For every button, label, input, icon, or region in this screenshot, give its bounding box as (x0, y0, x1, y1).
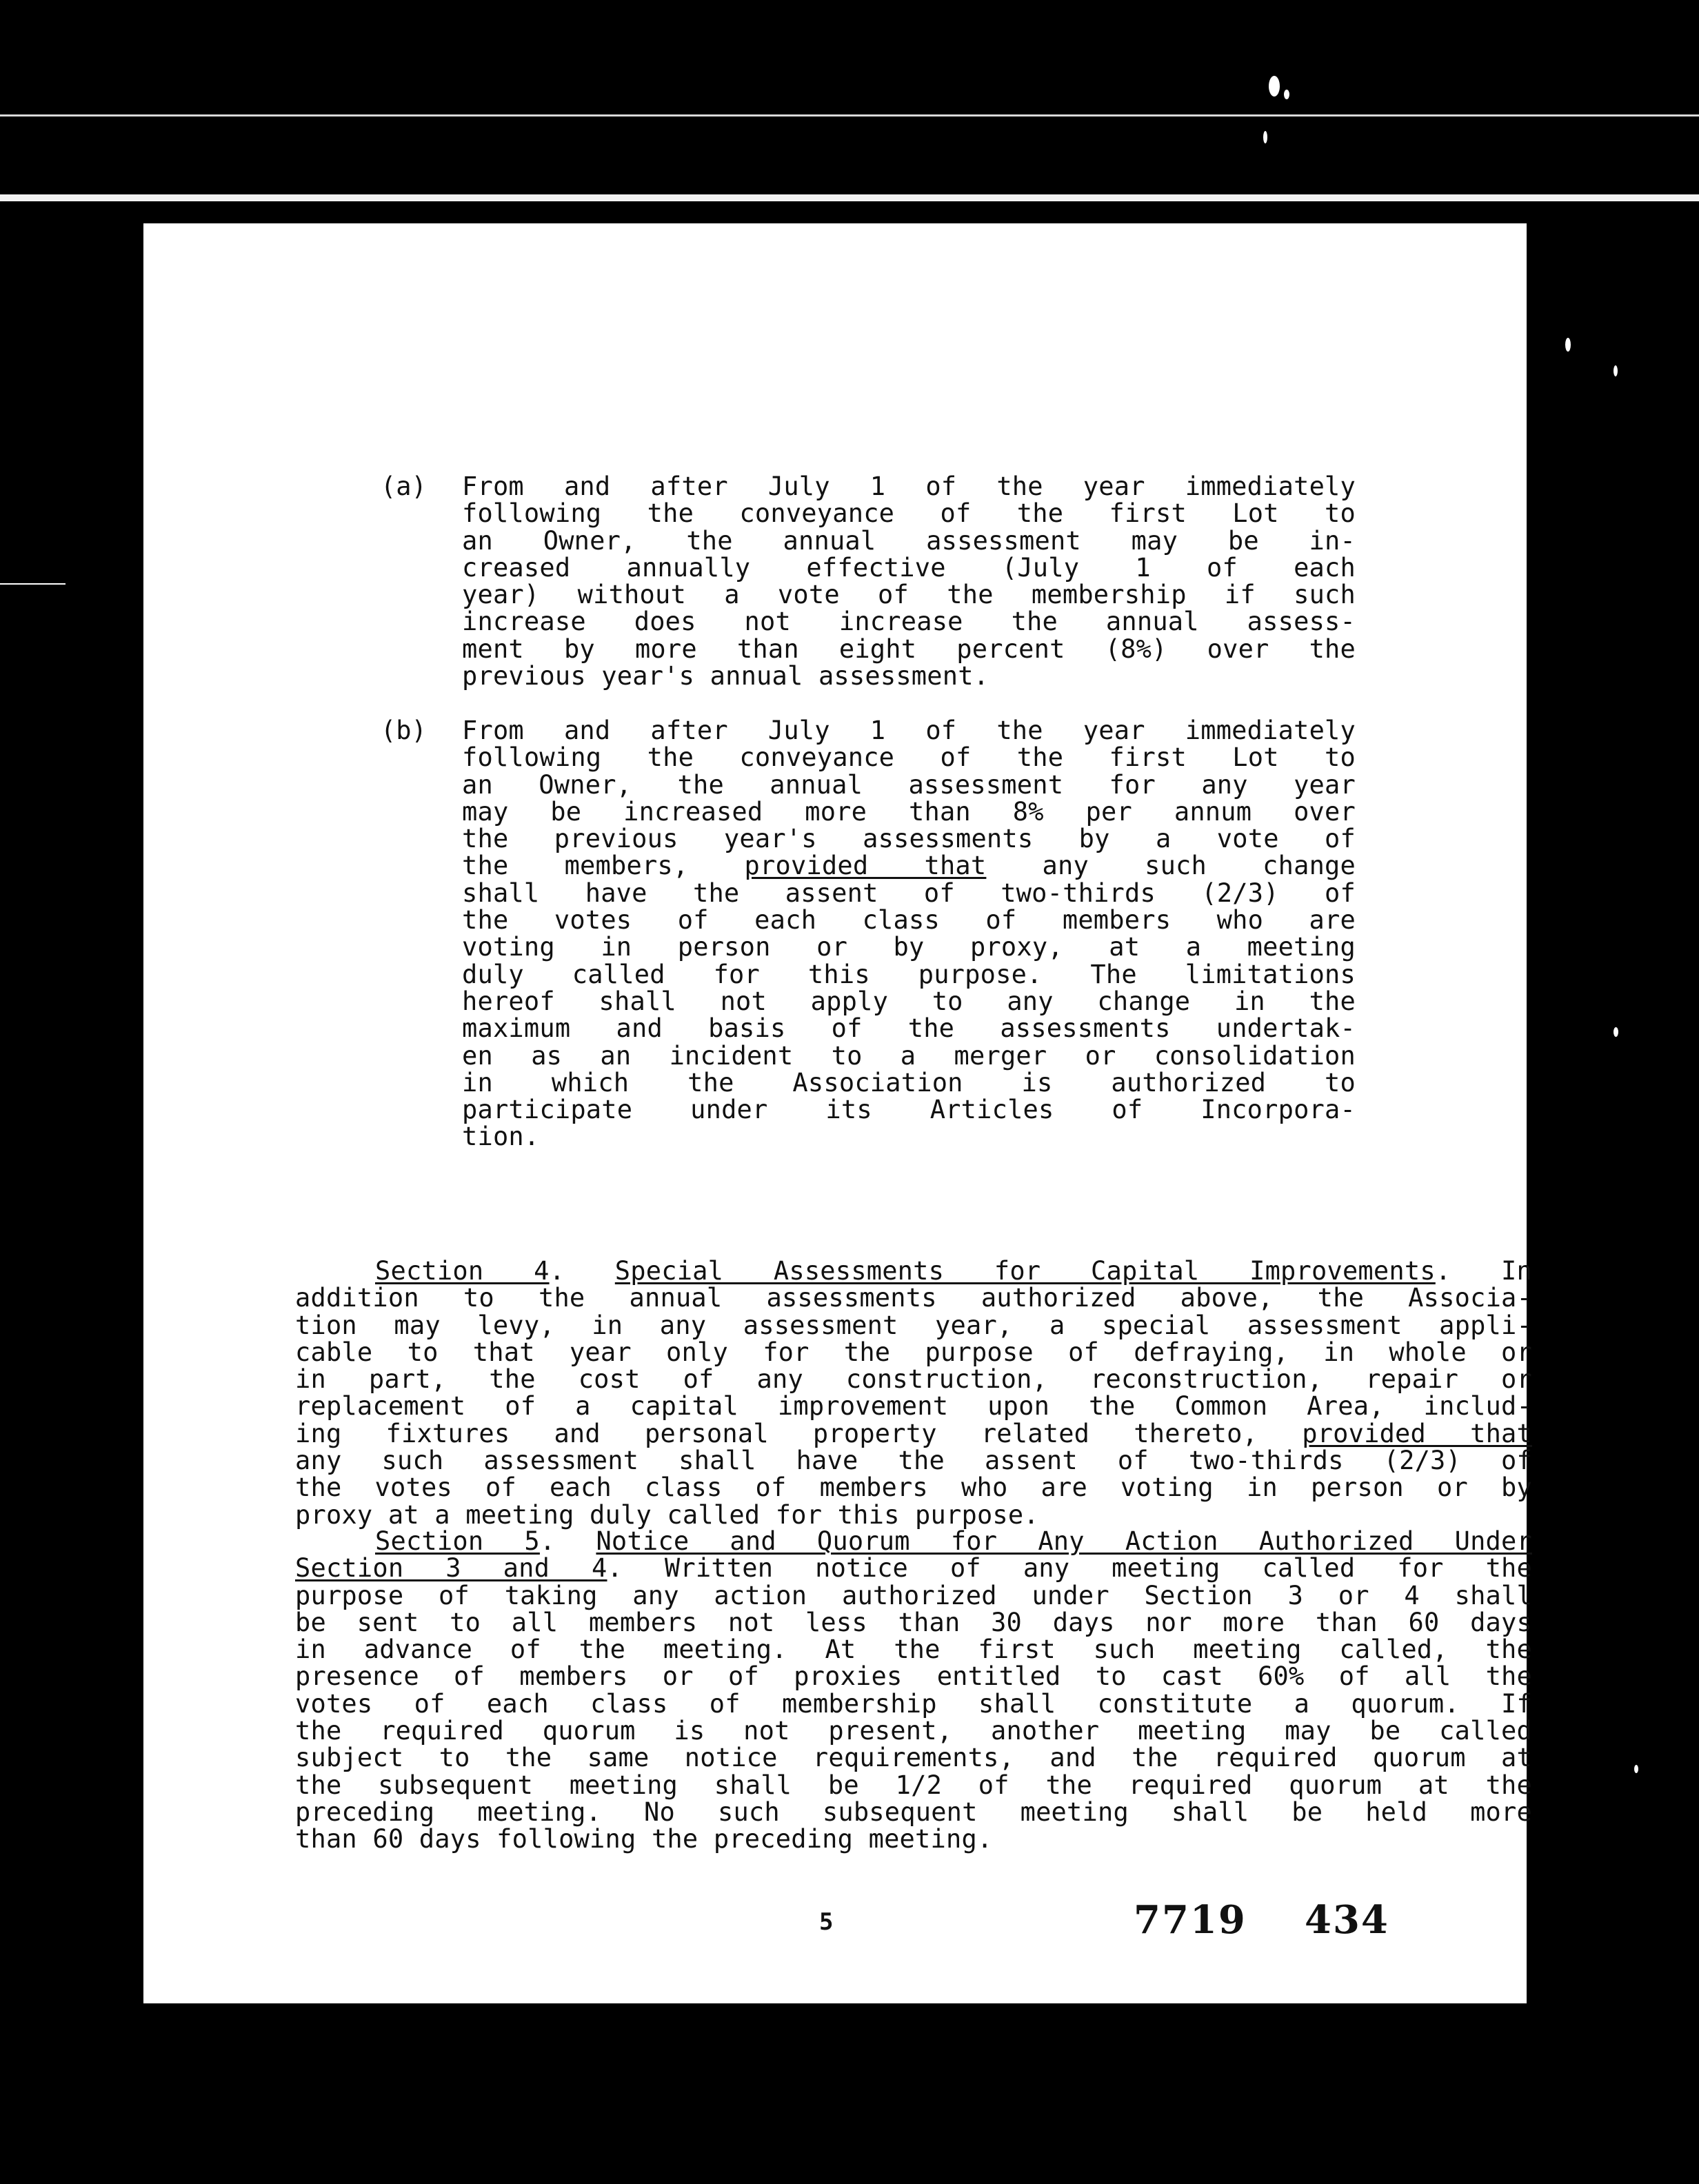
text-run: Written notice of any meeting called for the (664, 1553, 1533, 1584)
text-line: an Owner, the annual assessment may be in- (462, 525, 1356, 556)
text-line: the subsequent meeting shall be 1/2 of the required quorum at the (295, 1770, 1532, 1800)
text-line (295, 1528, 1532, 1555)
text-line: From and after July 1 of the year immediately (462, 472, 1356, 501)
text-line: following the conveyance of the first Lot to (462, 498, 1356, 529)
section-5-title-cont: Section 3 and 4 (295, 1553, 607, 1584)
text-line (462, 852, 1356, 879)
section-heading: Section 5 (375, 1526, 540, 1556)
text-line: en as an incident to a merger or consolidation (462, 1040, 1356, 1071)
section-5-title: Notice and Quorum for Any Action Authorized Under (596, 1526, 1532, 1556)
text-line: the votes of each class of members who are (462, 905, 1356, 936)
text-line: tion. (462, 1122, 540, 1152)
text-line: preceding meeting. No such subsequent meeting shall be held more (295, 1797, 1532, 1827)
underlined-phrase: provided that (744, 851, 987, 881)
text-line: replacement of a capital improvement upon the Common Area, includ- (295, 1391, 1532, 1422)
text-line: than 60 days following the preceding meeting. (295, 1824, 993, 1854)
text-line: creased annually effective (July 1 of each (462, 552, 1356, 583)
text-line: previous year's annual assessment. (462, 661, 989, 691)
text-line: ment by more than eight percent (8%) over the (462, 634, 1356, 664)
scan-border-line (0, 194, 1699, 201)
scan-speck (1565, 338, 1571, 352)
text-run: any such change (986, 851, 1356, 881)
section-4-title: Special Assessments for Capital Improvements (614, 1256, 1436, 1286)
text-line: cable to that year only for the purpose of defraying, in whole or (295, 1337, 1532, 1367)
text-line: tion may levy, in any assessment year, a special assessment appli- (295, 1310, 1532, 1340)
text-line: duly called for this purpose. The limitations (462, 959, 1356, 989)
text-line: in advance of the meeting. At the first such meeting called, the (295, 1635, 1532, 1665)
recording-stamp-page: 434 (1305, 1897, 1389, 1943)
text-line: following the conveyance of the first Lot to (462, 742, 1356, 773)
scan-speck (1613, 1027, 1618, 1037)
text-line: From and after July 1 of the year immediately (462, 716, 1356, 745)
text-line: year) without a vote of the membership if such (462, 580, 1356, 610)
para-b-label: (b) (381, 716, 427, 745)
recording-stamp-book: 7719 (1134, 1897, 1247, 1943)
text-line: in which the Association is authorized to (462, 1067, 1356, 1098)
text-line: participate under its Articles of Incorpora- (462, 1095, 1356, 1125)
text-run: the members, (462, 851, 745, 881)
section-5 (295, 1528, 1532, 1853)
text-line: proxy at a meeting duly called for this purpose. (295, 1499, 1039, 1530)
text-line: maximum and basis of the assessments undertak- (462, 1013, 1356, 1044)
text-line: any such assessment shall have the assent of two-thirds (2/3) of (295, 1446, 1532, 1476)
text-run: . (607, 1553, 623, 1584)
text-line: increase does not increase the annual assess- (462, 607, 1356, 637)
section-heading: Section 4 (375, 1256, 550, 1286)
text-line: purpose of taking any action authorized under Section 3 or 4 shall (295, 1580, 1532, 1610)
scan-speck (1613, 365, 1618, 376)
text-line: be sent to all members not less than 30 days nor more than 60 days (295, 1607, 1532, 1637)
text-line: votes of each class of membership shall constitute a quorum. If (295, 1688, 1532, 1719)
document-page (143, 223, 1533, 2003)
text-line (295, 1420, 1532, 1447)
text-run: . (1435, 1256, 1451, 1286)
scan-border-line (0, 114, 1699, 117)
page-number: 5 (819, 1908, 834, 1936)
text-line: voting in person or by proxy, at a meeting (462, 932, 1356, 962)
scan-speck (1634, 1765, 1638, 1773)
scan-speck (1269, 76, 1280, 97)
text-line: may be increased more than 8% per annum over (462, 796, 1356, 827)
scan-speck (0, 583, 66, 585)
para-a-label: (a) (381, 472, 427, 501)
scan-speck (1263, 131, 1267, 143)
text-line: in part, the cost of any construction, reconstruction, repair or (295, 1364, 1532, 1395)
text-line: subject to the same notice requirements, and the required quorum at (295, 1743, 1532, 1773)
text-line (295, 1553, 1533, 1584)
underlined-phrase: provided that (1302, 1418, 1533, 1448)
para-b-text (462, 717, 1356, 1151)
text-run: ing fixtures and personal property related thereto, (295, 1418, 1303, 1448)
section-4 (295, 1257, 1532, 1528)
text-line: the previous year's assessments by a vote of (462, 824, 1356, 854)
text-run: . (539, 1526, 556, 1556)
scan-speck (1284, 90, 1289, 99)
para-a-text (462, 473, 1356, 689)
text-line: presence of members or of proxies entitled to cast 60% of all the (295, 1661, 1532, 1692)
text-line: the required quorum is not present, another meeting may be called (295, 1716, 1532, 1746)
text-line: hereof shall not apply to any change in the (462, 986, 1356, 1016)
text-run: In (1501, 1256, 1532, 1286)
text-line: the votes of each class of members who are voting in person or by (295, 1473, 1532, 1503)
section-4-heading: Section 4. (375, 1256, 565, 1286)
text-line: an Owner, the annual assessment for any year (462, 769, 1356, 800)
text-line: addition to the annual assessments authorized above, the Associa- (295, 1283, 1532, 1313)
text-line: shall have the assent of two-thirds (2/3) of (462, 878, 1356, 908)
text-line (295, 1257, 1532, 1284)
